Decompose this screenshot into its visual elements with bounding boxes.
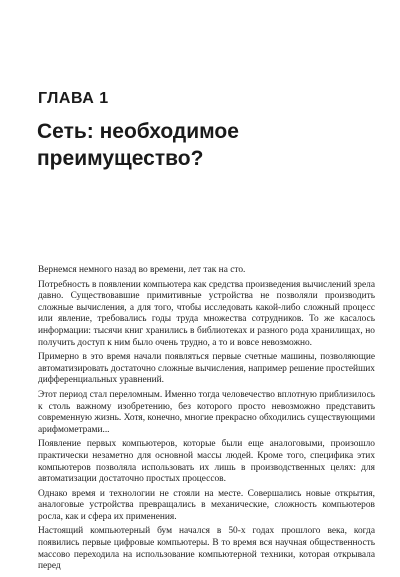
chapter-label: ГЛАВА 1	[38, 90, 109, 107]
paragraph: Этот период стал переломным. Именно тогда человечество вплотную приблизилось к столь важному изобретению, без которого просто невозможно представить современную жизнь. Хотя, конечно, многие прекрасно обходились существующими арифмометрами...	[38, 389, 375, 435]
paragraph: Вернемся немного назад во времени, лет так на сто.	[38, 265, 246, 275]
chapter-body	[38, 265, 375, 577]
paragraph: Потребность в появлении компьютера как средства произведения вычислений зрела давно. Существовавшие примитивные устройства не позволяли производить сложные вычисления, а для того, чтобы исследовать какой-либо сложный процесс или явление, требовались годы труда множества сотрудников. То же касалось информации: тысячи книг хранились в библиотеках и разного рода хранилищах, но получить доступ к ним было очень трудно, а то и вовсе невозможно.	[38, 279, 375, 348]
paragraph: Настоящий компьютерный бум начался в 50-х годах прошлого века, когда появились первые цифровые компьютеры. В то время вся научная общественность массово переходила на использование компьютерной техники, которая открывала перед	[38, 526, 375, 572]
chapter-title: Сеть: необходимое преимущество?	[37, 120, 239, 170]
paragraph: Примерно в это время начали появляться первые счетные машины, позволяющие автоматизировать достаточно сложные вычисления, например решение простейших дифференциальных уравнений.	[38, 352, 375, 386]
paragraph: Появление первых компьютеров, которые были еще аналоговыми, произошло практически незаметно для основной массы людей. Кроме того, специфика этих компьютеров позволяла использовать их лишь в производственных целях: для автоматизации достаточно простых процессов.	[38, 439, 375, 485]
paragraph: Однако время и технологии не стояли на месте. Совершались новые открытия, аналоговые устройства превращались в механические, сложность компьютеров росла, как и сфера их применения.	[38, 488, 375, 522]
